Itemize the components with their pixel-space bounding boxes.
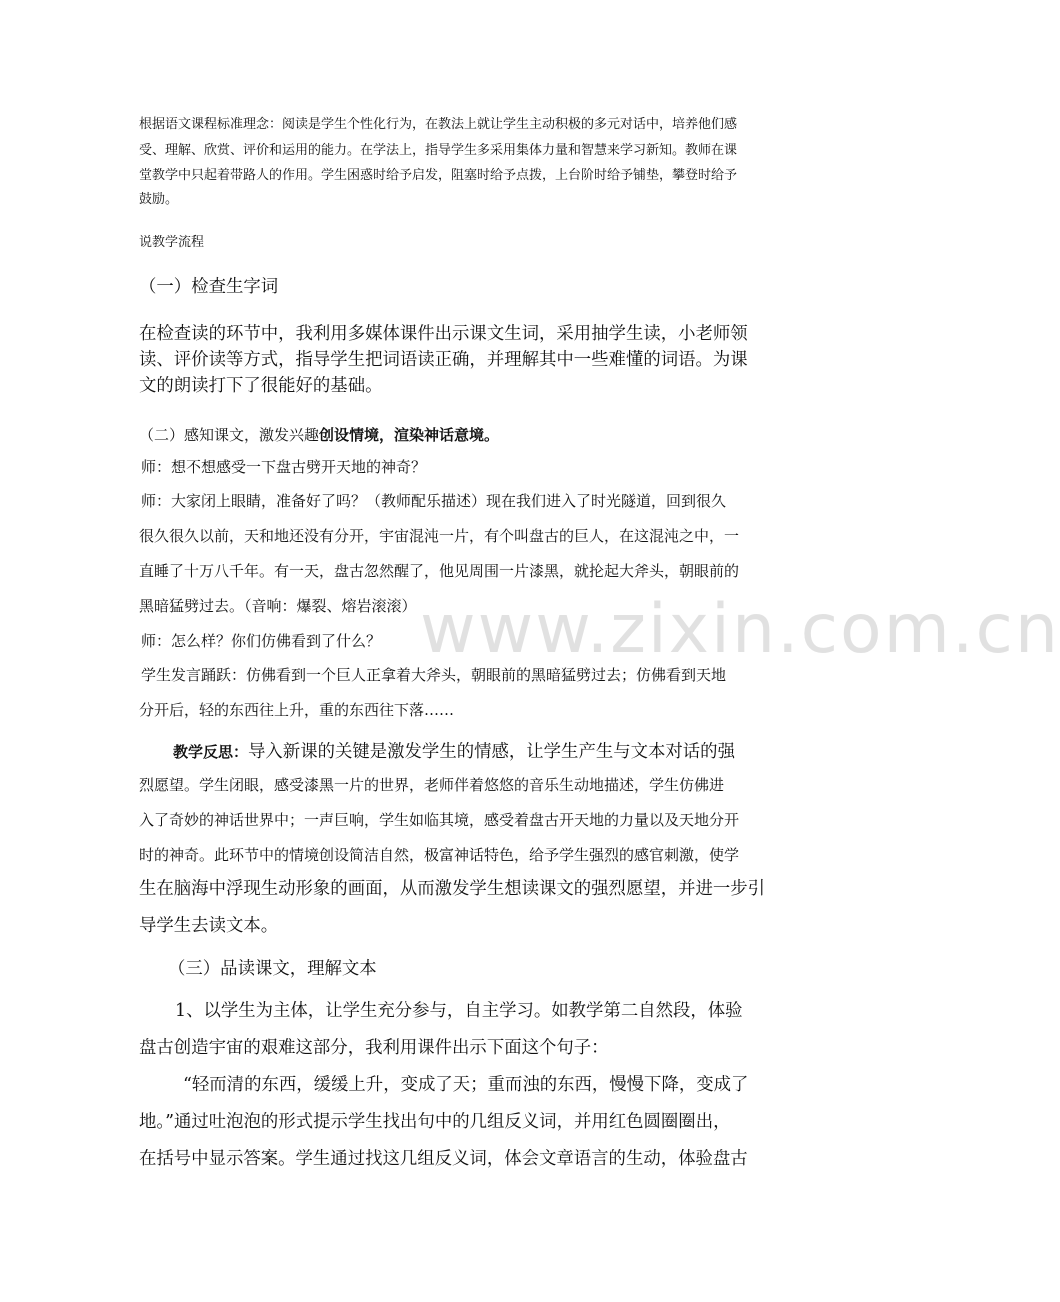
- section1-line: 读、评价读等方式，指导学生把词语读正确，并理解其中一些难懂的词语。为课: [139, 350, 748, 370]
- reflection-first-line: [173, 737, 735, 767]
- section3-line: 盘古创造宇宙的艰难这部分，我利用课件出示下面这个句子：: [139, 1038, 609, 1058]
- section2-heading-bold: 创设情境，渲染神话意境。: [319, 426, 500, 444]
- section1-heading: （一）检查生字词: [139, 277, 279, 297]
- flow-title: 说教学流程: [139, 235, 205, 250]
- watermark: www.zixin.com.cn: [420, 590, 1060, 669]
- dialogue-line: 黑暗猛劈过去。（音响：爆裂、熔岩滚滚）: [139, 597, 417, 615]
- reflection-label: 教学反思：: [173, 743, 249, 761]
- reflection-line: 入了奇妙的神话世界中；一声巨响，学生如临其境，感受着盘古开天地的力量以及天地分开: [139, 811, 740, 829]
- section2-heading: [139, 420, 499, 450]
- reflection-line: 烈愿望。学生闭眼，感受漆黑一片的世界，老师伴着悠悠的音乐生动地描述，学生仿佛进: [139, 776, 725, 794]
- section3-heading: （三）品读课文，理解文本: [168, 959, 377, 979]
- dialogue-line: 很久很久以前，天和地还没有分开，宇宙混沌一片，有个叫盘古的巨人，在这混沌之中，一: [139, 527, 740, 545]
- dialogue-line: 师：想不想感受一下盘古劈开天地的神奇？: [141, 458, 427, 476]
- reflection-line: 时的神奇。此环节中的情境创设简洁自然，极富神话特色，给予学生强烈的感官刺激，使学: [139, 846, 740, 864]
- dialogue-line: 直睡了十万八千年。有一天，盘古忽然醒了，他见周围一片漆黑，就抡起大斧头，朝眼前的: [139, 562, 740, 580]
- section2-heading-text: （二）感知课文，激发兴趣: [139, 426, 320, 444]
- dialogue-line: 学生发言踊跃：仿佛看到一个巨人正拿着大斧头，朝眼前的黑暗猛劈过去；仿佛看到天地: [141, 666, 727, 684]
- section3-line: “轻而清的东西，缓缓上升，变成了天；重而浊的东西，慢慢下降，变成了: [183, 1075, 749, 1095]
- section1-line: 在检查读的环节中，我利用多媒体课件出示课文生词，采用抽学生读，小老师领: [139, 324, 748, 344]
- section3-line: 在括号中显示答案。学生通过找这几组反义词，体会文章语言的生动，体验盘古: [139, 1149, 748, 1169]
- intro-line: 受、理解、欣赏、评价和运用的能力。在学法上，指导学生多采用集体力量和智慧来学习新知。教师在课: [139, 143, 738, 158]
- intro-line: 根据语文课程标准理念：阅读是学生个性化行为，在教法上就让学生主动积极的多元对话中，培养他们感: [139, 117, 738, 132]
- reflection-line: 生在脑海中浮现生动形象的画面，从而激发学生想读课文的强烈愿望，并进一步引: [139, 879, 766, 899]
- reflection-line: 导学生去读文本。: [139, 916, 279, 936]
- dialogue-line: 师：大家闭上眼睛，准备好了吗？（教师配乐描述）现在我们进入了时光隧道，回到很久: [141, 492, 727, 510]
- dialogue-line: 分开后，轻的东西往上升，重的东西往下落……: [139, 701, 455, 719]
- dialogue-line: 师：怎么样？你们仿佛看到了什么？: [141, 632, 382, 650]
- reflection-text: 导入新课的关键是激发学生的情感，让学生产生与文本对话的强: [248, 742, 735, 762]
- section3-line: 1、以学生为主体，让学生充分参与，自主学习。如教学第二自然段，体验: [175, 1001, 743, 1021]
- section1-line: 文的朗读打下了很能好的基础。: [139, 376, 383, 396]
- intro-line: 鼓励。: [139, 192, 179, 207]
- intro-line: 堂教学中只起着带路人的作用。学生困惑时给予启发，阻塞时给予点拨，上台阶时给予铺垫，攀登时给予: [139, 168, 738, 183]
- section3-line: 地。”通过吐泡泡的形式提示学生找出句中的几组反义词，并用红色圆圈圈出，: [139, 1112, 731, 1132]
